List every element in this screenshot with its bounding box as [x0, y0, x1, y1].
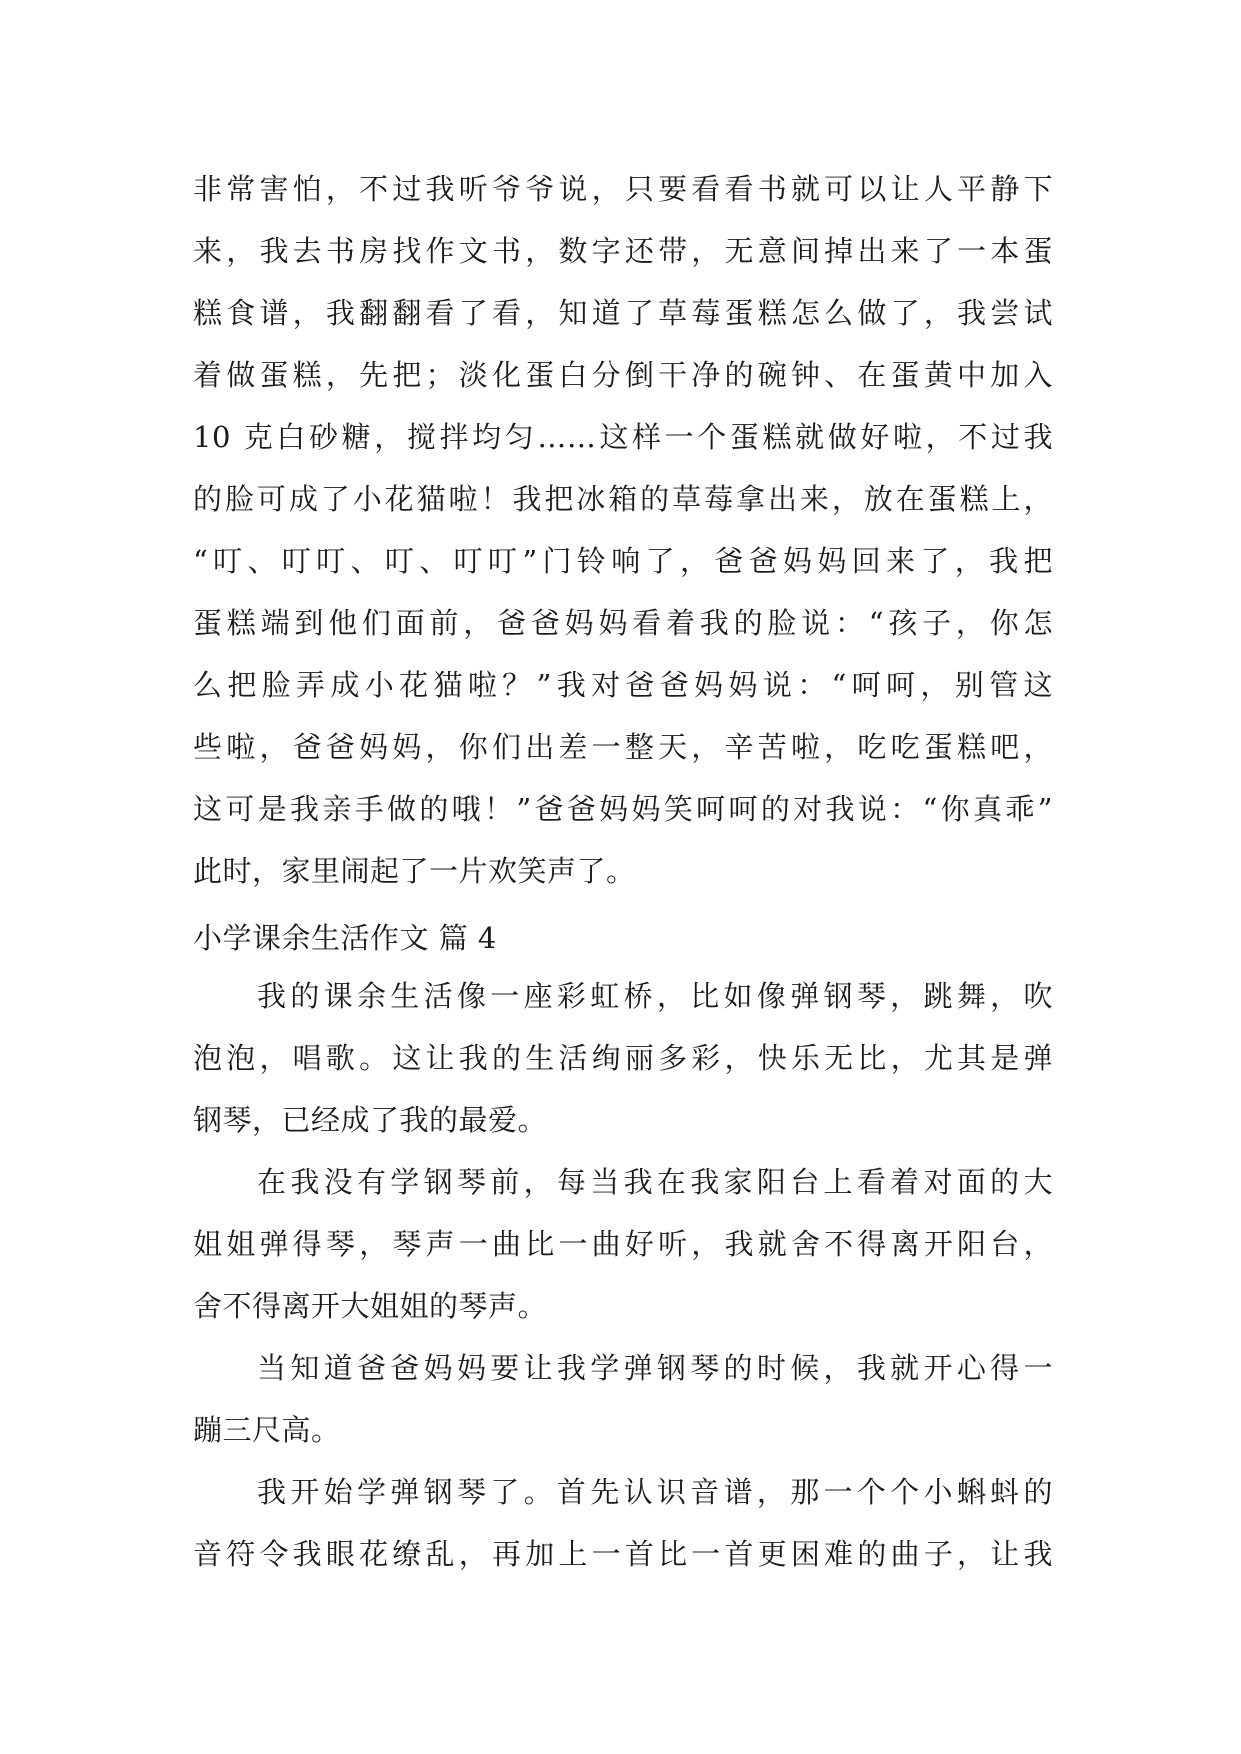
text-line: 钢琴，已经成了我的最爱。 — [193, 1103, 548, 1137]
text-line: 姐姐弹得琴，琴声一曲比一曲好听，我就舍不得离开阳台， — [193, 1227, 1053, 1261]
text-line: 舍不得离开大姐姐的琴声。 — [193, 1289, 548, 1323]
text-line: 泡泡，唱歌。这让我的生活绚丽多彩，快乐无比，尤其是弹 — [193, 1041, 1053, 1075]
text-line: 我开始学弹钢琴了。首先认识音谱，那一个个小蝌蚪的 — [257, 1475, 1053, 1509]
text-line: “叮、叮叮、叮、叮叮”门铃响了，爸爸妈妈回来了，我把 — [193, 544, 1053, 578]
paragraph — [193, 1337, 1053, 1461]
text-line: 这可是我亲手做的哦！”爸爸妈妈笑呵呵的对我说：“你真乖” — [193, 792, 1053, 826]
text-line: 10 克白砂糖，搅拌均匀……这样一个蛋糕就做好啦，不过我 — [193, 420, 1053, 454]
text-line: 蛋糕端到他们面前，爸爸妈妈看着我的脸说：“孩子，你怎 — [193, 606, 1053, 640]
text-line: 此时，家里闹起了一片欢笑声了。 — [193, 854, 636, 888]
text-line: 来，我去书房找作文书，数字还带，无意间掉出来了一本蛋 — [193, 234, 1053, 268]
essay-3-continuation — [193, 158, 1053, 902]
text-line: 我的课余生活像一座彩虹桥，比如像弹钢琴，跳舞，吹 — [257, 979, 1053, 1013]
essay-4-title: 小学课余生活作文 篇 4 — [193, 921, 497, 955]
text-line: 当知道爸爸妈妈要让我学弹钢琴的时候，我就开心得一 — [257, 1351, 1053, 1385]
paragraph — [193, 1461, 1053, 1585]
text-line: 音符令我眼花缭乱，再加上一首比一首更困难的曲子，让我 — [193, 1537, 1053, 1571]
text-line: 蹦三尺高。 — [193, 1413, 341, 1447]
text-line: 非常害怕，不过我听爷爷说，只要看看书就可以让人平静下 — [193, 172, 1053, 206]
paragraph — [193, 965, 1053, 1151]
text-line: 在我没有学钢琴前，每当我在我家阳台上看着对面的大 — [257, 1165, 1053, 1199]
text-line: 些啦，爸爸妈妈，你们出差一整天，辛苦啦，吃吃蛋糕吧， — [193, 730, 1053, 764]
text-line: 着做蛋糕，先把；淡化蛋白分倒干净的碗钟、在蛋黄中加入 — [193, 358, 1053, 392]
text-line: 糕食谱，我翻翻看了看，知道了草莓蛋糕怎么做了，我尝试 — [193, 296, 1053, 330]
text-line: 的脸可成了小花猫啦！我把冰箱的草莓拿出来，放在蛋糕上， — [193, 482, 1053, 516]
paragraph — [193, 1151, 1053, 1337]
essay-4-body — [193, 965, 1053, 1585]
text-line: 么把脸弄成小花猫啦？”我对爸爸妈妈说：“呵呵，别管这 — [193, 668, 1053, 702]
